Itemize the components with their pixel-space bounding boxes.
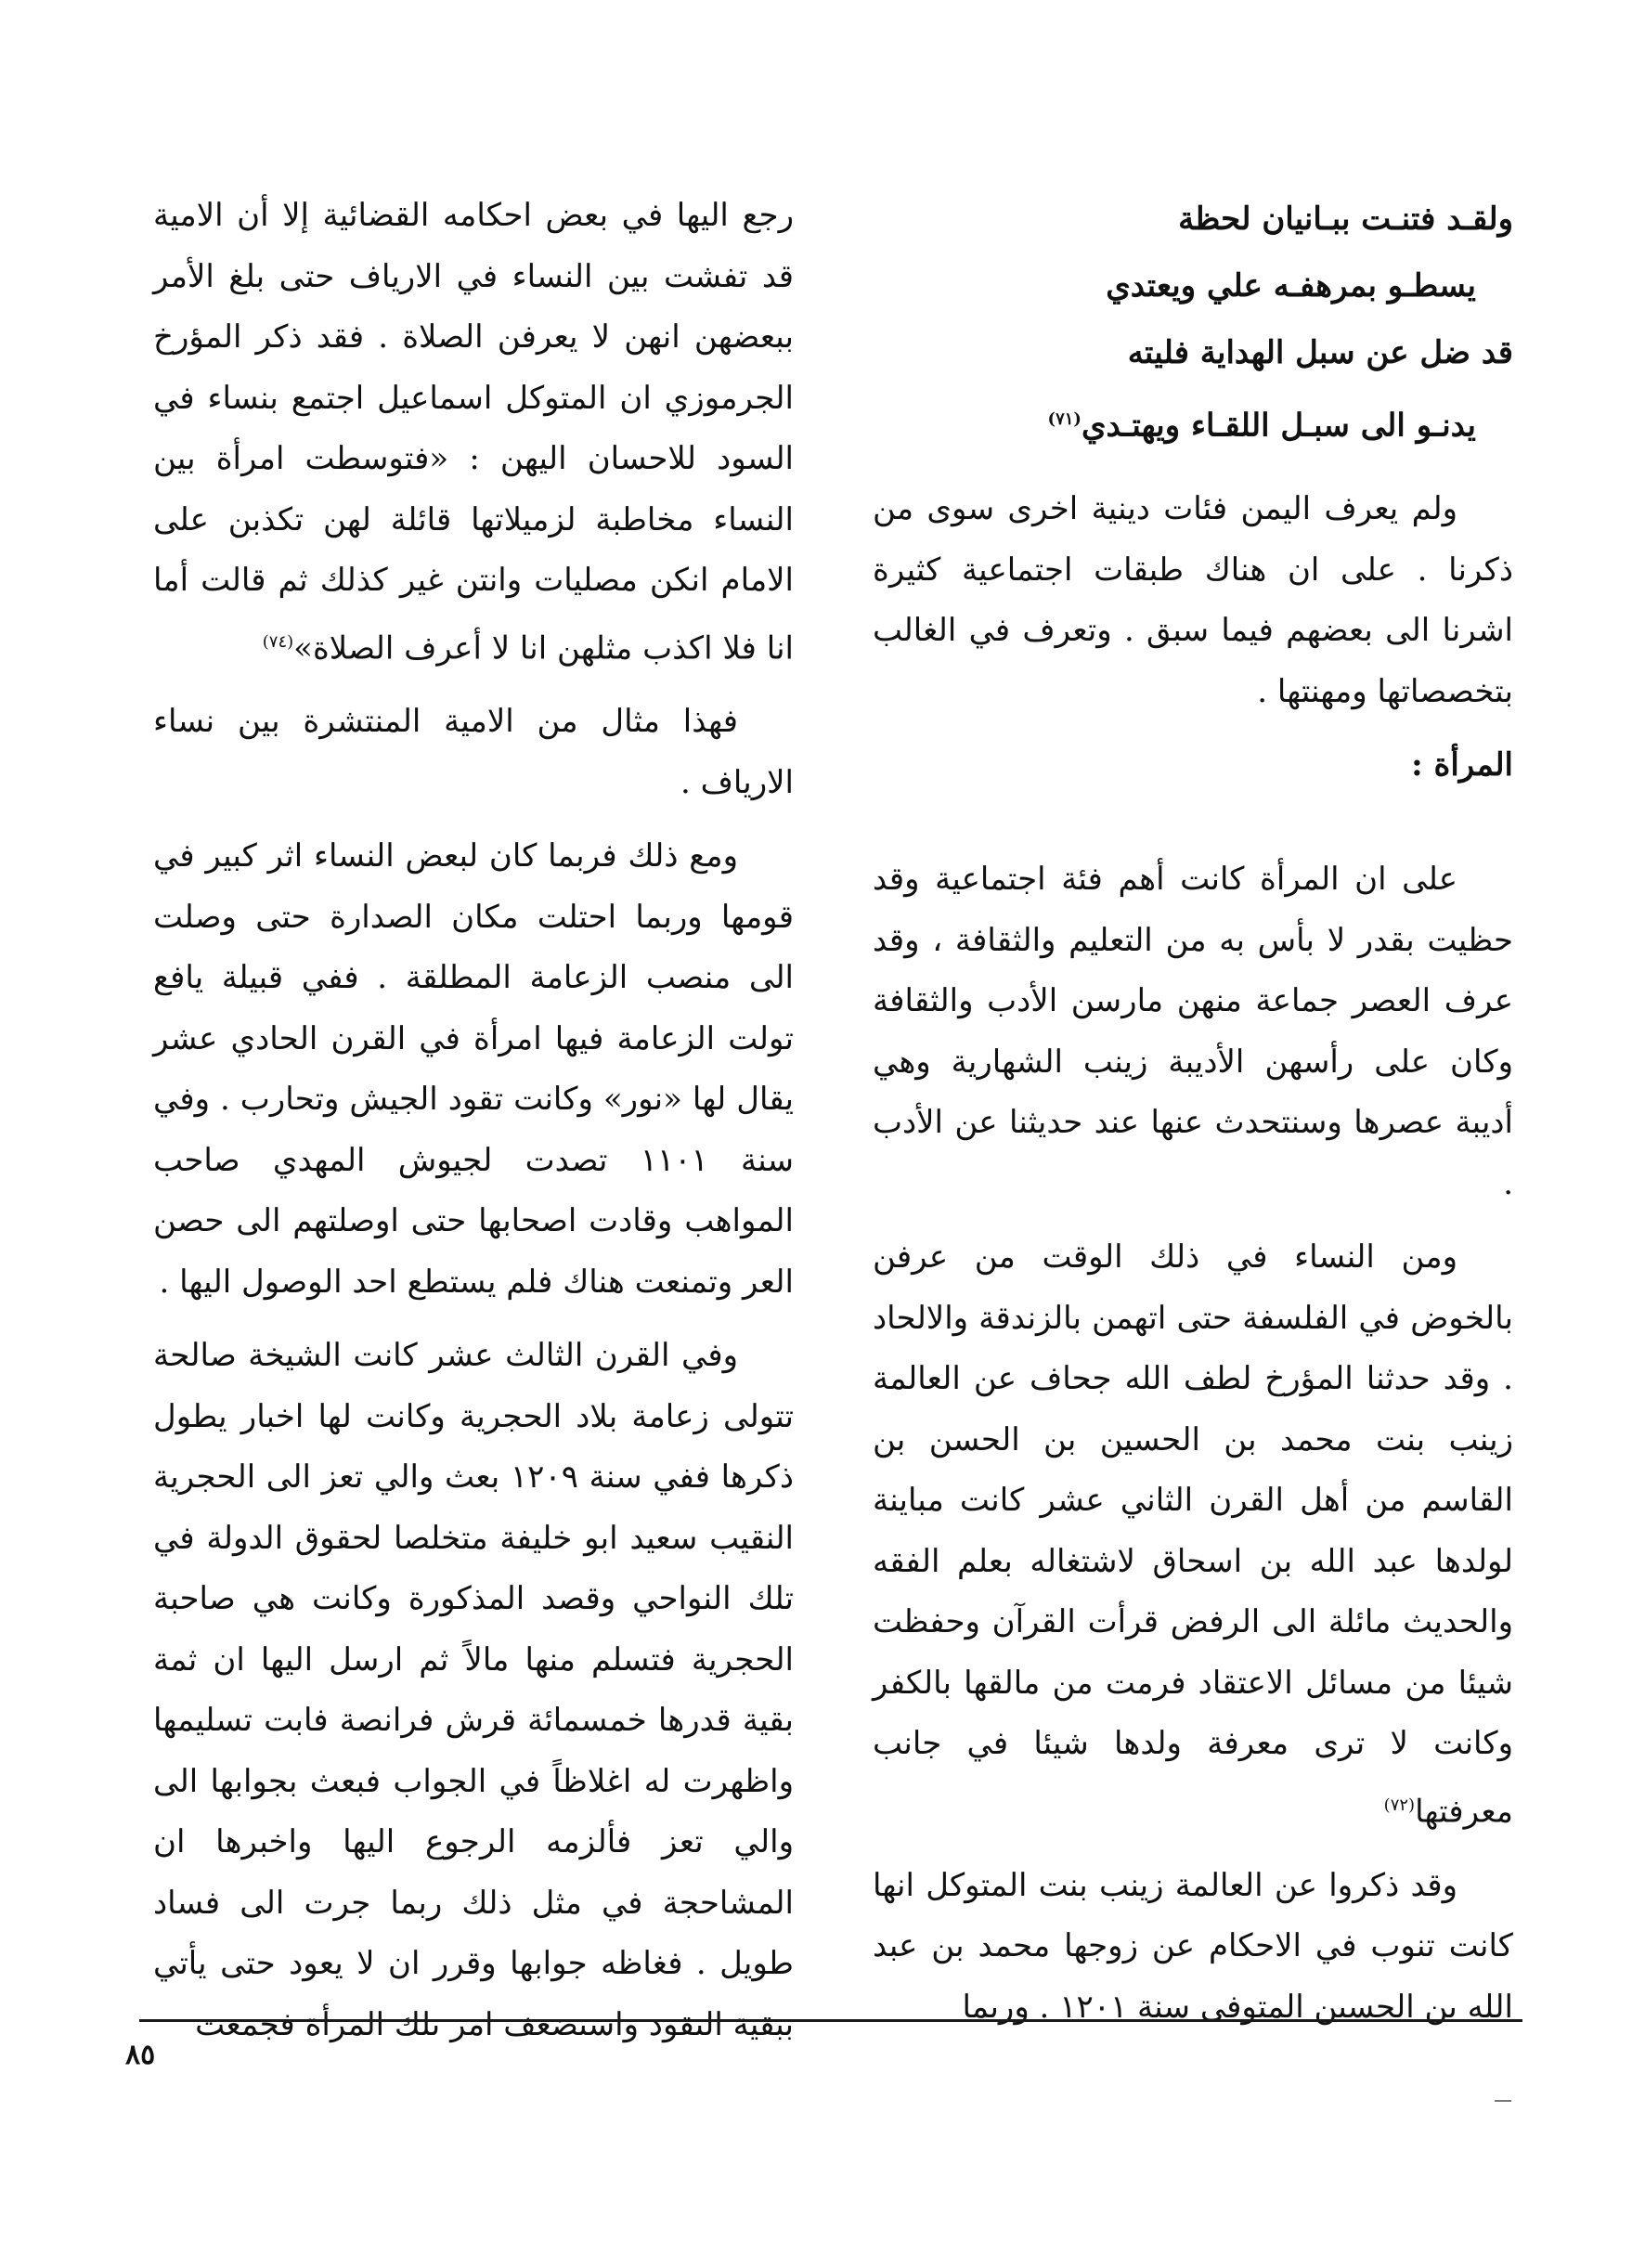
paragraph-women-leadership: ومع ذلك فربما كان لبعض النساء اثر كبير في قومها وربما احتلت مكان الصدارة حتى وصلت الى منصب الزعامة المطلقة . ففي قبيلة يافع تولت الزعامة فيها امرأة في القرن الحادي عشر يقال لها «نور» وكانت تقود الجيش وتحارب . وفي سنة ١١٠١ تصدت لجيوش المهدي صاحب المواهب وقادت اصحابها حتى اوصلتهم الى حصن العر وتمنعت هناك فلم يستطع احد الوصول اليها . (153, 837, 794, 1301)
section-heading-woman: المرأة : (1411, 746, 1513, 784)
left-text-column (153, 186, 794, 2068)
paragraph-women-philosophy-text: ومن النساء في ذلك الوقت من عرفن بالخوض في الفلسفة حتى اتهمن بالزندقة والالحاد . وقد حدثنا المؤرخ لطف الله جحاف عن العالمة زينب بنت محمد بن الحسين بن الحسن بن القاسم من أهل القرن الثاني عشر كانت مباينة لولدها عبد الله بن اسحاق لاشتغاله بعلم الفقه والحديث مائلة الى الرفض قرأت القرآن وحفظت شيئا من مسائل الاعتقاد فرمت من مالقها بالكفر وكانت لا ترى معرفة ولدها شيئا في جانب معرفتها (873, 1238, 1513, 1831)
page-number: ٨٥ (125, 2039, 156, 2071)
footnote-ref-72: (٧٢) (1383, 1795, 1416, 1815)
poem-verse-4 (873, 386, 1513, 459)
paragraph-shaykha-saliha: وفي القرن الثالث عشر كانت الشيخة صالحة تتولى زعامة بلاد الحجرية وكانت لها اخبار يطول ذكرها ففي سنة ١٢٠٩ بعث والي تعز الى الحجرية النقيب سعيد ابو خليفة متخلصا لحقوق الدولة في تلك النواحي وقصد المذكورة وكانت هي صاحبة الحجرية فتسلم منها مالاً ثم ارسل اليها ان ثمة بقية قدرها خمسمائة قرش فرانصة فابت تسليمها واظهرت له اغلاظاً في الجواب فبعث بجوابها الى والي تعز فألزمه الرجوع اليها واخبرها ان المشاحجة في مثل ذلك ربما جرت الى فساد طويل . فغاظه جوابها وقرر ان لا يعود حتى يأتي ببقية النقود واستضعف امر تلك المرأة فجمعت (153, 1337, 794, 2043)
paragraph-illiteracy-quote (153, 186, 794, 679)
poem-verse-3: قد ضل عن سبل الهداية فليته (1127, 334, 1513, 371)
right-text-column (873, 186, 1513, 2051)
footnote-ref-71: (٧١) (1047, 409, 1082, 429)
poem-verse-4-text: يدنـو الى سبـل اللقـاء ويهتـدي (1081, 407, 1476, 445)
poem-verse-2: يسطـو بمرهفـه علي ويعتدي (1106, 267, 1476, 305)
paragraph-woman-education: على ان المرأة كانت أهم فئة اجتماعية وقد حظيت بقدر لا بأس به من التعليم والثقافة ، وقد عرف العصر جماعة منهن مارسن الأدب والثقافة وكان على رأسهن الأديبة زينب الشهارية وهي أديبة عصرها وسنتحدث عنها عند حديثنا عن الأدب . (873, 861, 1513, 1202)
paragraph-rural-illiteracy: فهذا مثال من الامية المنتشرة بين نساء الارياف . (153, 703, 794, 801)
scan-mark (1495, 2100, 1511, 2102)
paragraph-women-philosophy (873, 1227, 1513, 1842)
paragraph-zaynab-mutawakkil: وقد ذكروا عن العالمة زينب بنت المتوكل انها كانت تنوب في الاحكام عن زوجها محمد بن عبد الله بن الحسين المتوفى سنة ١٢٠١ . وربما (873, 1866, 1513, 2026)
paragraph-illiteracy-quote-text: رجع اليها في بعض احكامه القضائية إلا أن الامية قد تفشت بين النساء في الارياف حتى بلغ الأمر ببعضهن انهن لا يعرفن الصلاة . فقد ذكر المؤرخ الجرموزي ان المتوكل اسماعيل اجتمع بنساء في السود للاحسان اليهن : «فتوسطت امرأة بين النساء مخاطبة لزميلاتها قائلة لهن تكذبن على الامام انكن مصليات وانتن غير كذلك ثم قالت أما انا فلا اكذب مثلهن انا لا أعرف الصلاة» (153, 197, 794, 667)
paragraph-religious-groups: ولم يعرف اليمن فئات دينية اخرى سوى من ذكرنا . على ان هناك طبقات اجتماعية كثيرة اشرنا الى بعضهم فيما سبق . وتعرف في الغالب بتخصصاتها ومهنتها . (873, 490, 1513, 710)
poem-verse-1: ولقـد فتنـت ببـانيان لحظة (1178, 201, 1513, 238)
footer-rule (139, 2019, 1522, 2022)
footnote-ref-74: (٧٤) (262, 631, 294, 652)
